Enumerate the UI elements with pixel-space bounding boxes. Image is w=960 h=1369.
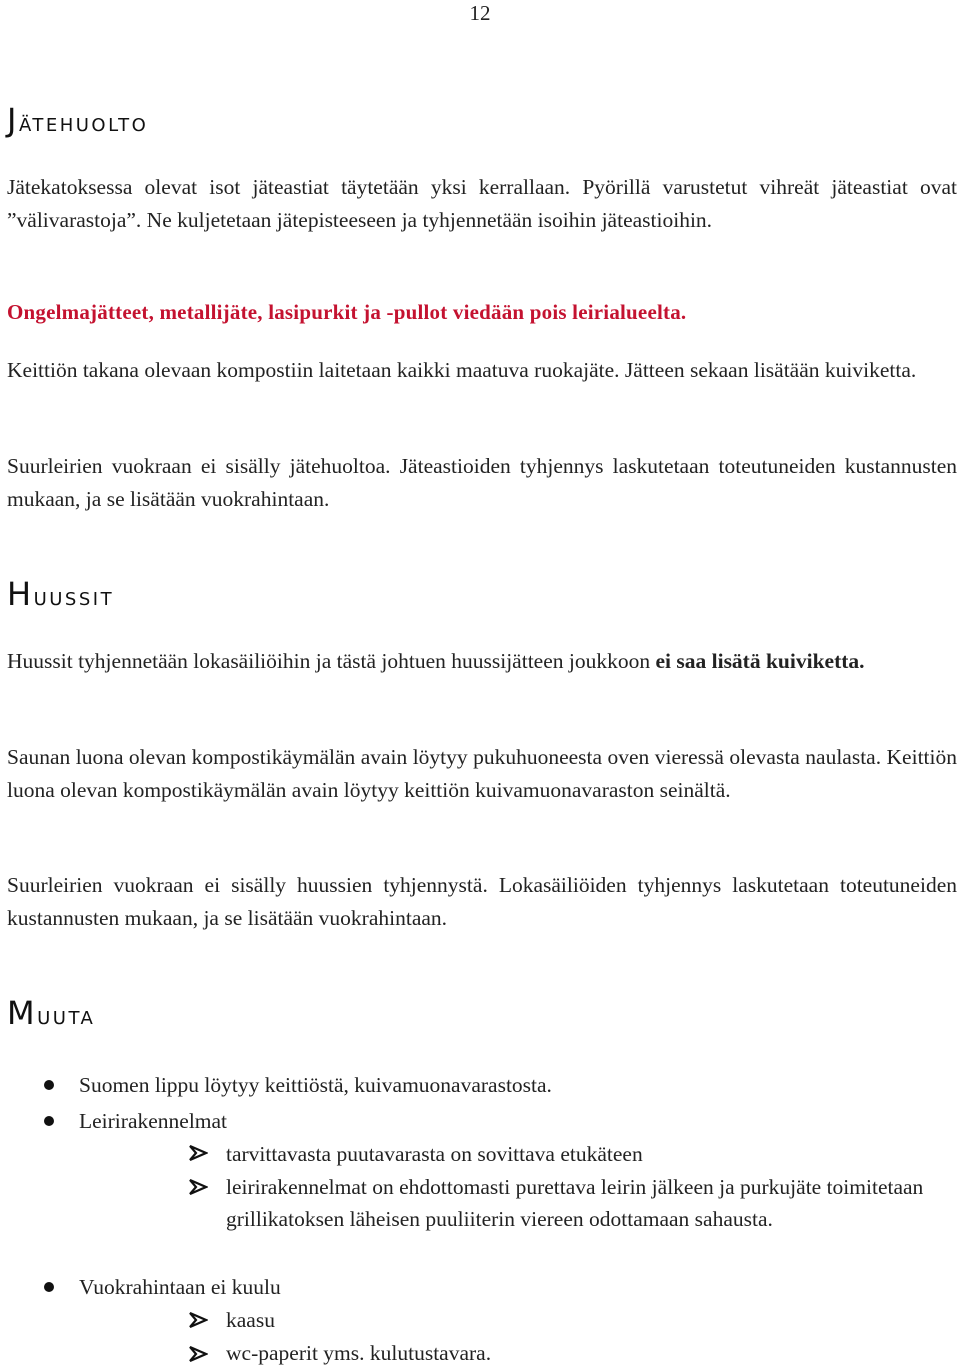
heading-jatehuolto-rest: ätehuolto [18, 108, 149, 137]
heading-huussit-rest: uussit [33, 582, 115, 611]
jatehuolto-hazardous-waste-note: Ongelmajätteet, metallijäte, lasipurkit ja -pullot viedään pois leirialueelta. [7, 300, 687, 324]
jatehuolto-paragraph-rent: Suurleirien vuokraan ei sisälly jätehuoltoa. Jäteastioiden tyhjennys laskutetaan toteutuneiden kustannusten mukaan, ja se lisätään vuokrahintaan. [7, 454, 957, 511]
heading-muuta-initial: M [7, 994, 38, 1032]
heading-muuta-rest: uuta [37, 1001, 96, 1030]
bullet-icon [44, 1116, 54, 1126]
list-item-camp-structures: Leirirakennelmat [79, 1109, 228, 1133]
heading-huussit-initial: H [7, 575, 34, 613]
huussit-paragraph-1 [7, 645, 957, 678]
heading-huussit [7, 576, 114, 615]
page-number: 12 [469, 1, 491, 25]
subitem-consumables: wc-paperit yms. kulutustavara. [226, 1341, 492, 1365]
arrow-bullet-icon [188, 1344, 208, 1364]
heading-muuta [7, 995, 95, 1034]
huussit-paragraph-keys: Saunan luona olevan kompostikäymälän avain löytyy pukuhuoneesta oven vieressä olevasta naulasta. Keittiön luona olevan kompostikäymälän avain löytyy keittiön kuivamuonavaraston seinältä. [7, 745, 957, 802]
huussit-paragraph-1-normal: Huussit tyhjennetään lokasäiliöihin ja tästä johtuen huussijätteen joukkoon [7, 649, 656, 673]
jatehuolto-paragraph-1: Jätekatoksessa olevat isot jäteastiat täytetään yksi kerrallaan. Pyörillä varustetut vihreät jäteastiat ovat ”välivarastoja”. Ne kuljetetaan jätepisteeseen ja tyhjennetään isoihin jäteastioihin. [7, 175, 957, 232]
list-item-flag: Suomen lippu löytyy keittiöstä, kuivamuonavarastosta. [79, 1073, 552, 1097]
subitem-dismantle: leirirakennelmat on ehdottomasti purettava leirin jälkeen ja purkujäte toimitetaan grillikatoksen läheisen puuliiterin viereen odottamaan sahausta. [226, 1175, 924, 1231]
huussit-paragraph-rent: Suurleirien vuokraan ei sisälly huussien tyhjennystä. Lokasäiliöiden tyhjennys laskutetaan toteutuneiden kustannusten mukaan, ja se lisätään vuokrahintaan. [7, 873, 957, 930]
heading-jatehuolto [7, 102, 148, 141]
jatehuolto-paragraph-compost: Keittiön takana olevaan kompostiin laitetaan kaikki maatuva ruokajäte. Jätteen sekaan lisätään kuiviketta. [7, 358, 917, 382]
subitem-timber: tarvittavasta puutavarasta on sovittava etukäteen [226, 1142, 643, 1166]
huussit-paragraph-1-bold: ei saa lisätä kuiviketta. [655, 649, 865, 673]
bullet-icon [44, 1080, 54, 1090]
arrow-bullet-icon [188, 1310, 208, 1330]
bullet-icon [44, 1282, 54, 1292]
arrow-bullet-icon [188, 1177, 208, 1197]
heading-jatehuolto-initial: J [7, 101, 19, 139]
list-item-not-included: Vuokrahintaan ei kuulu [79, 1275, 281, 1299]
subitem-gas: kaasu [226, 1308, 275, 1332]
arrow-bullet-icon [188, 1143, 208, 1163]
